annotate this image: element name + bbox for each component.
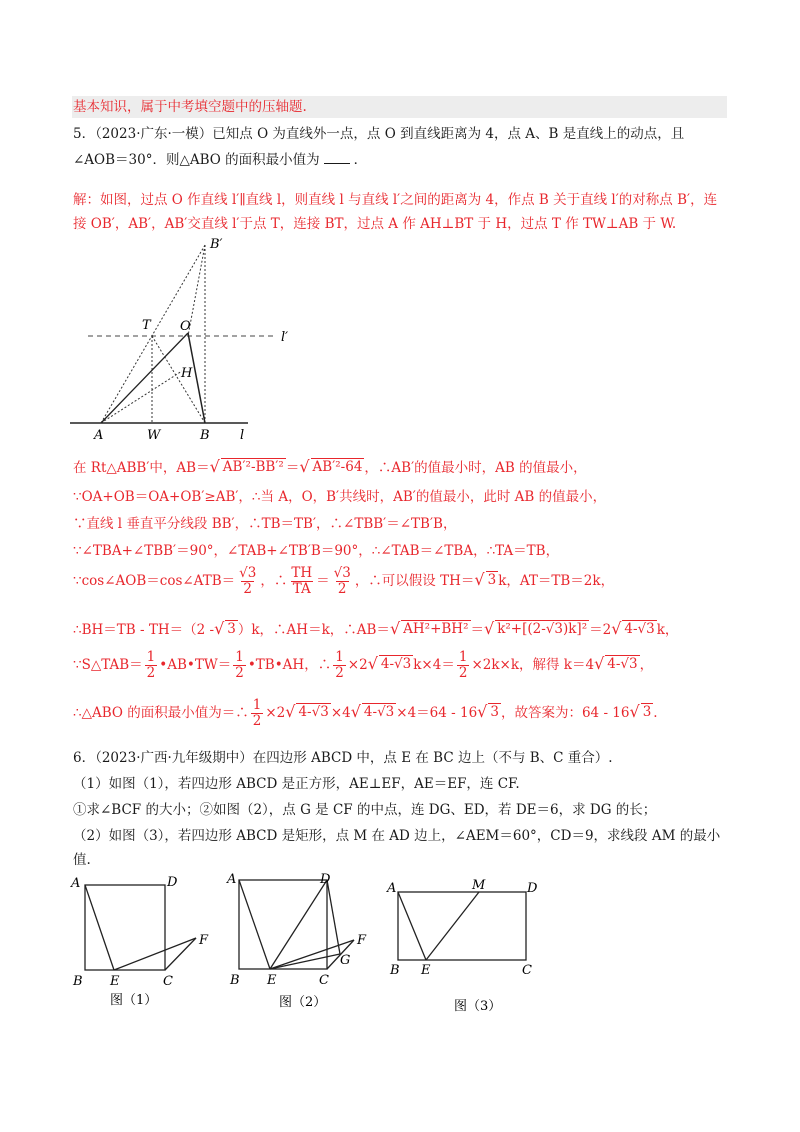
fig2-label-G: G xyxy=(340,953,351,968)
q6-part-2-end: 值. xyxy=(73,852,91,868)
fig1-label-B: B xyxy=(73,974,83,989)
q5-line-5: ∵直线 l 垂直平分线段 BB′，∴TB＝TB′，∴∠TBB′＝∠TB′B， xyxy=(73,516,457,532)
fig1-label-C: C xyxy=(163,974,173,989)
fig2-label-F: F xyxy=(357,933,367,948)
q6-figure-2 xyxy=(224,868,374,1016)
q5-line-10: ∴△ABO 的面积最小值为＝∴ $\frac{1}{2}$ ×2 √ 4-√3 ×4 √ 4-√3 ×4＝64 - 16 √ 3 ，故答案为：64 - 16 √ 3 . xyxy=(73,697,658,729)
label-l: l xyxy=(240,428,245,443)
fig3-label-A: A xyxy=(387,881,397,896)
fig3-label-D: D xyxy=(527,881,538,896)
q6-part-1: （1）如图（1），若四边形 ABCD 是正方形，AE⊥EF，AE＝EF，连 CF. xyxy=(73,776,520,792)
fig2-label-B: B xyxy=(230,973,240,988)
fig1-label-D: D xyxy=(167,875,178,890)
fig2-label-D: D xyxy=(320,872,331,887)
q5-line-4: ∵OA+OB＝OA+OB′≥AB′，∴当 A，O，B′共线时，AB′的值最小，此时 AB 的值最小， xyxy=(73,489,607,505)
q5-line-3: 在 Rt△ABB′中，AB＝ √ AB′²-BB′² ＝ √ AB′²-64 ，∴AB′的值最小时，AB 的值最小， xyxy=(73,457,587,476)
answer-blank xyxy=(324,151,350,164)
fig1-label-F: F xyxy=(199,933,209,948)
fig2-label-E: E xyxy=(267,973,277,988)
q6-stem: 6．（2023·广西·九年级期中）在四边形 ABCD 中，点 E 在 BC 边上（不与 B、C 重合）. xyxy=(73,750,613,766)
q5-line-6: ∵∠TBA+∠TBB′＝90°，∠TAB+∠TB′B＝90°，∴∠TAB＝∠TBA，∴TA＝TB， xyxy=(73,543,560,559)
fig3-label-B: B xyxy=(390,963,400,978)
label-l-prime: l′ xyxy=(281,330,289,345)
q6-part-2: （2）如图（3），若四边形 ABCD 是矩形，点 M 在 AD 边上，∠AEM＝60°，CD＝9，求线段 AM 的最小 xyxy=(73,828,721,844)
fig3-label-E: E xyxy=(421,963,431,978)
header-note: 基本知识，属于中考填空题中的压轴题. xyxy=(73,99,307,115)
label-T: T xyxy=(142,318,151,333)
label-H: H xyxy=(181,366,193,381)
fig2-label-A: A xyxy=(227,872,237,887)
label-A: A xyxy=(94,428,104,443)
q5-stem-2: ∠AOB＝30°．则△ABO 的面积最小值为 ． xyxy=(73,152,368,168)
fig1-label-A: A xyxy=(71,876,81,891)
q6-part-1-sub: ①求∠BCF 的大小；②如图（2），点 G 是 CF 的中点，连 DG、ED，若 DE＝6，求 DG 的长； xyxy=(73,802,657,818)
fig2-label-C: C xyxy=(319,973,329,988)
label-B-prime: B′ xyxy=(210,237,223,252)
q5-solution-1: 解：如图，过点 O 作直线 l′∥直线 l，则直线 l 与直线 l′之间的距离为 4，作点 B 关于直线 l′的对称点 B′，连 xyxy=(73,192,718,208)
fig3-label-M: M xyxy=(472,878,486,893)
q5-line-8: ∴BH＝TB - TH＝（2 - √ 3 ）k，∴AH＝k，∴AB＝ √ AH²+BH² ＝ √ k²+[(2-√3)k]² ＝2 √ 4-√3 k， xyxy=(73,619,679,638)
q5-line-9: ∵S△TAB＝ $\frac{1}{2}$ •AB•TW＝ $\frac{1}{2}$ •TB•AH，∴ $\frac{1}{2}$ ×2 √ 4-√3 k×4＝ $\frac{1}{2}$ ×2k×k，解得 k＝4 √ 4-√3 ， xyxy=(73,649,654,681)
label-O: O xyxy=(180,319,191,334)
fig1-caption: 图（1） xyxy=(110,993,158,1008)
q5-stem-1: 5．（2023·广东·一模）已知点 O 为直线外一点，点 O 到直线距离为 4，点 A、B 是直线上的动点，且 xyxy=(73,126,685,142)
fig2-caption: 图（2） xyxy=(279,995,327,1010)
label-B: B xyxy=(200,428,210,443)
q5-figure xyxy=(70,236,300,446)
q6-figure-3 xyxy=(384,872,554,1022)
fig3-label-C: C xyxy=(522,963,532,978)
label-W: W xyxy=(147,428,161,443)
fig1-label-E: E xyxy=(110,974,120,989)
q6-figure-1 xyxy=(68,872,218,1012)
q5-line-7: ∵cos∠AOB＝cos∠ATB＝ $\frac{√3}{2}$ ，∴ $\frac{TH}{TA}$ ＝ $\frac{√3}{2}$ ，∴可以假设 TH＝ √ 3 k，AT＝TB＝2k， xyxy=(73,565,615,597)
fig3-caption: 图（3） xyxy=(454,999,502,1014)
q5-solution-2: 接 OB′，AB′，AB′交直线 l′于点 T，连接 BT，过点 A 作 AH⊥BT 于 H，过点 T 作 TW⊥AB 于 W. xyxy=(73,216,677,232)
